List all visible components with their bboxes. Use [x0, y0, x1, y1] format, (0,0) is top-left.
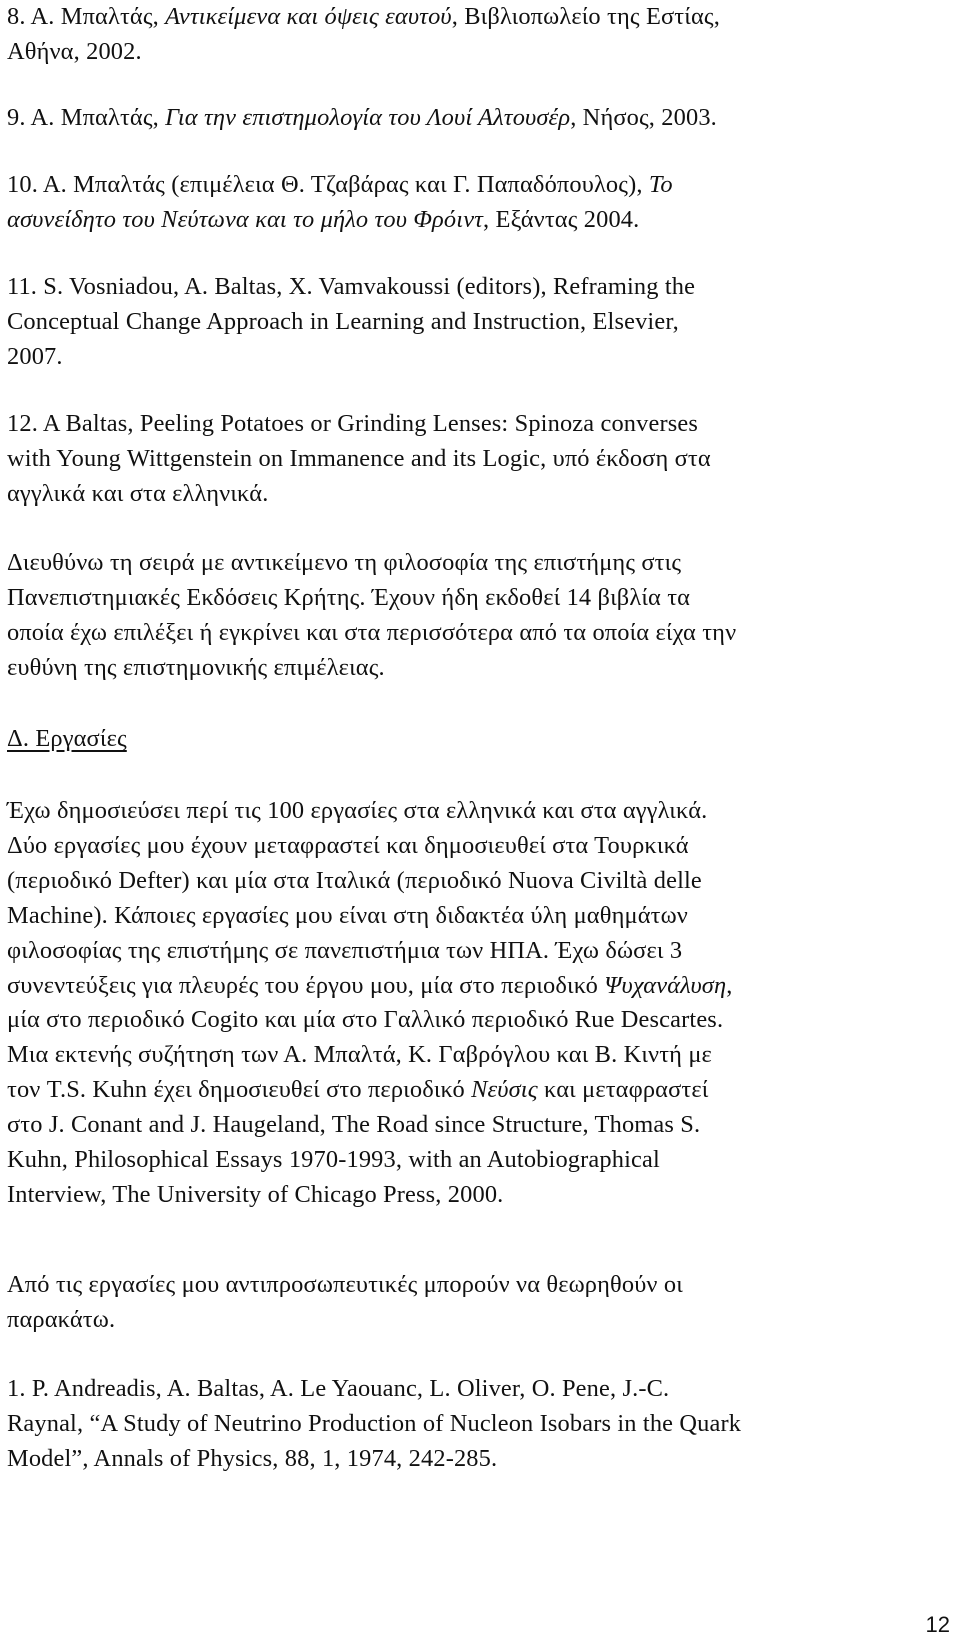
reference-12-line-1: 12. A Baltas, Peeling Potatoes or Grinding Lenses: Spinoza converses: [7, 410, 699, 437]
reference-10-title-start: Το: [648, 171, 673, 198]
works-paragraph-line-6-end: ,: [726, 971, 733, 999]
series-paragraph: [7, 546, 947, 686]
reference-12-line-3: αγγλικά και στα ελληνικά.: [7, 479, 269, 507]
works-paragraph-line-9-text: τον T.S. Kuhn έχει δημοσιευθεί στο περιοδικό: [7, 1076, 472, 1104]
works-paragraph-line-5: φιλοσοφίας της επιστήμης σε πανεπιστήμια των ΗΠΑ. Έχω δώσει 3: [7, 936, 683, 964]
series-paragraph-line-1: Διευθύνω τη σειρά με αντικείμενο τη φιλοσοφία της επιστήμης στις: [7, 549, 682, 576]
works-paragraph-line-9: [7, 1073, 947, 1108]
works-paragraph: [7, 794, 947, 1213]
reference-10-title-end: ασυνείδητο του Νεύτωνα και το μήλο του Φρόιντ: [7, 205, 484, 233]
works-paragraph-line-6: [7, 969, 947, 1004]
section-heading-text: Δ. Εργασίες: [7, 725, 127, 752]
page-number: 12: [925, 1612, 950, 1637]
representative-paragraph-line-2: παρακάτω.: [7, 1305, 116, 1333]
works-paragraph-line-7: μία στο περιοδικό Cogito και μία στο Γαλλικό περιοδικό Rue Descartes.: [7, 1006, 724, 1034]
series-paragraph-line-2: Πανεπιστημιακές Εκδόσεις Κρήτης. Έχουν ήδη εκδοθεί 14 βιβλία τα: [7, 583, 691, 611]
representative-paragraph-line-1: Από τις εργασίες μου αντιπροσωπευτικές μπορούν να θεωρηθούν οι: [7, 1271, 683, 1298]
reference-9-line-1: [7, 101, 947, 136]
paper-1-line-2: Raynal, “A Study of Neutrino Production of Nucleon Isobars in the Quark: [7, 1409, 742, 1437]
reference-8: [7, 0, 947, 70]
works-paragraph-line-1: Έχω δημοσιεύσει περί τις 100 εργασίες στα ελληνικά και στα αγγλικά.: [7, 797, 708, 824]
reference-10: [7, 168, 947, 238]
works-paragraph-line-4: Machine). Κάποιες εργασίες μου είναι στη διδακτέα ύλη μαθημάτων: [7, 901, 688, 929]
paper-1-line-3: Model”, Annals of Physics, 88, 1, 1974, 242-285.: [7, 1444, 498, 1472]
reference-11-line-2: Conceptual Change Approach in Learning and Instruction, Elsevier,: [7, 307, 679, 335]
reference-8-publisher: , Βιβλιοπωλείο της Εστίας,: [451, 3, 720, 30]
reference-9-publisher: , Νήσος, 2003.: [570, 104, 717, 131]
journal-title-psychanalysi: Ψυχανάλυση: [604, 971, 727, 999]
reference-12-line-2: with Young Wittgenstein on Immanence and its Logic, υπό έκδοση στα: [7, 444, 711, 472]
section-heading: [7, 722, 947, 757]
series-paragraph-line-3: οποία έχω επιλέξει ή εγκρίνει και στα περισσότερα από τα οποία είχα την: [7, 618, 737, 646]
paper-1-line-1: 1. P. Andreadis, A. Baltas, A. Le Yaouanc, L. Oliver, O. Pene, J.-C.: [7, 1375, 670, 1402]
reference-8-authors: 8. Α. Μπαλτάς,: [7, 3, 166, 30]
reference-12: [7, 407, 947, 512]
reference-10-publisher: , Εξάντας 2004.: [483, 205, 640, 233]
reference-9-title: Για την επιστημολογία του Λουί Αλτουσέρ: [165, 104, 571, 131]
paper-1: [7, 1372, 947, 1477]
reference-10-authors: 10. Α. Μπαλτάς (επιμέλεια Θ. Τζαβάρας και Γ. Παπαδόπουλος),: [7, 171, 649, 198]
reference-10-line-1: [7, 168, 947, 203]
works-paragraph-line-3: (περιοδικό Defter) και μία στα Ιταλικά (περιοδικό Nuova Civiltà delle: [7, 866, 702, 894]
works-paragraph-line-8: Μια εκτενής συζήτηση των Α. Μπαλτά, Κ. Γαβρόγλου και Β. Κιντή με: [7, 1041, 712, 1069]
works-paragraph-line-10: στο J. Conant and J. Haugeland, The Road since Structure, Thomas S.: [7, 1111, 701, 1139]
reference-11-line-1: 11. S. Vosniadou, A. Baltas, X. Vamvakoussi (editors), Reframing the: [7, 273, 696, 300]
reference-8-title: Αντικείμενα και όψεις εαυτού: [165, 3, 452, 30]
works-paragraph-line-11: Kuhn, Philosophical Essays 1970-1993, with an Autobiographical: [7, 1146, 660, 1174]
works-paragraph-line-2: Δύο εργασίες μου έχουν μεταφραστεί και δημοσιευθεί στα Τουρκικά: [7, 831, 689, 859]
works-paragraph-line-6-text: συνεντεύξεις για πλευρές του έργου μου, μία στο περιοδικό: [7, 971, 605, 999]
reference-10-line-2: [7, 203, 947, 238]
journal-title-neusis: Νεύσις: [471, 1076, 538, 1104]
works-paragraph-line-12: Interview, The University of Chicago Press, 2000.: [7, 1180, 504, 1208]
representative-paragraph: [7, 1268, 947, 1338]
reference-11: [7, 270, 947, 375]
reference-8-line-2: Αθήνα, 2002.: [7, 37, 142, 65]
series-paragraph-line-4: ευθύνη της επιστημονικής επιμέλειας.: [7, 653, 385, 681]
reference-11-line-3: 2007.: [7, 342, 63, 370]
reference-9-authors: 9. Α. Μπαλτάς,: [7, 104, 166, 131]
reference-8-line-1: [7, 0, 947, 35]
reference-9: [7, 101, 947, 136]
works-paragraph-line-9-end: και μεταφραστεί: [537, 1076, 709, 1104]
